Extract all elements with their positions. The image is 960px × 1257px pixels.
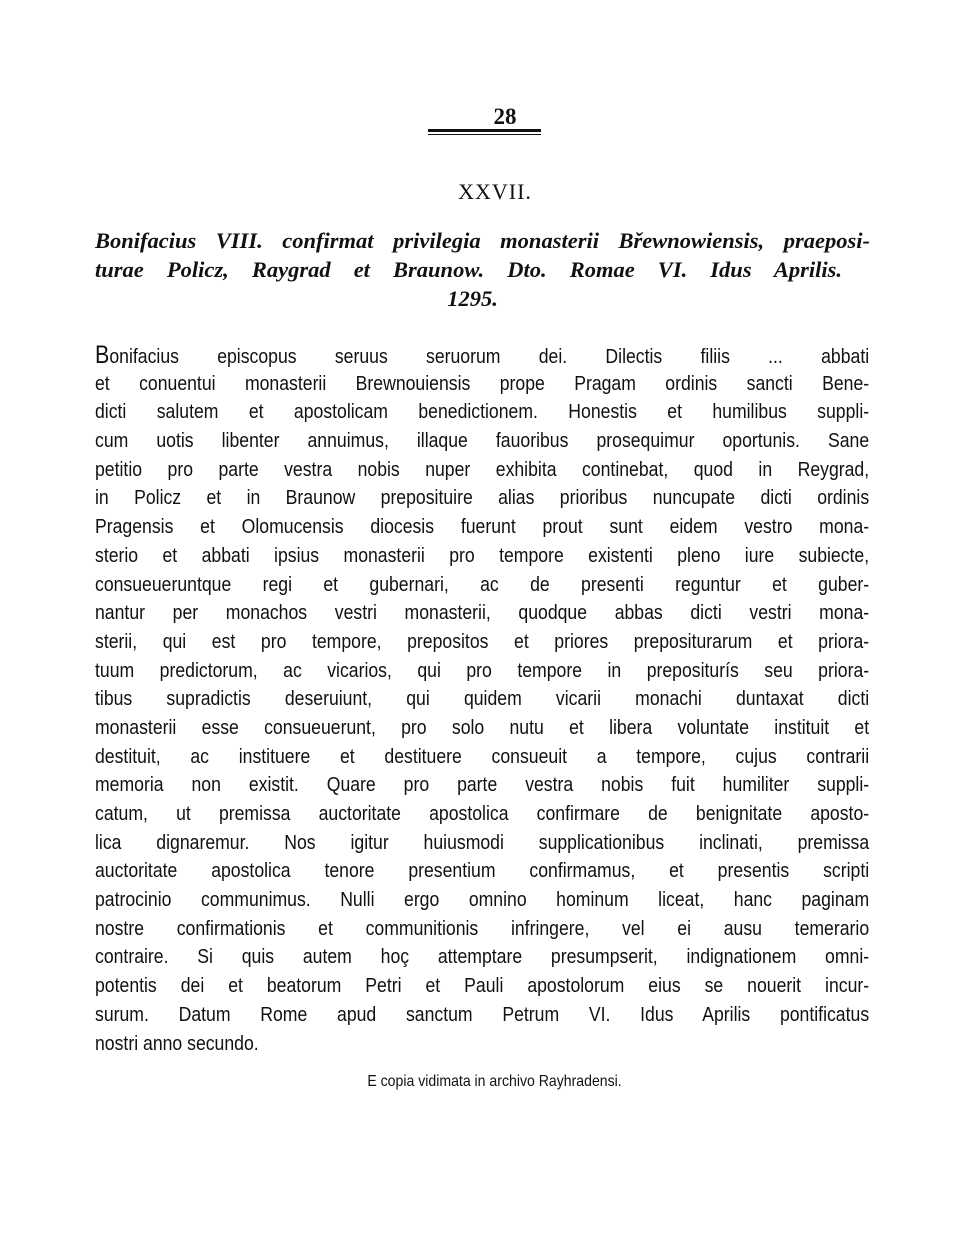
summary-line: Bonifacius VIII. confirmat privilegia monasterii Břewnowiensis, praeposi- — [95, 228, 870, 253]
page-number-rule — [428, 129, 541, 132]
body-line: catum, ut premissa auctoritate apostolica confirmare de benignitate aposto- — [95, 802, 870, 825]
body-line: petitio pro parte vestra nobis nuper exhibita continebat, quod in Reygrad, — [95, 457, 870, 481]
body-line: tibus supradictis deseruiunt, qui quidem vicarii monachi duntaxat dicti — [95, 687, 870, 711]
body-line: nantur per monachos vestri monasterii, quodque abbas dicti vestri mona- — [95, 601, 870, 625]
body-line: contraire. Si quis autem hoç attemptare presumpserit, indignationem omni- — [95, 945, 870, 969]
body-line: auctoritate apostolica tenore presentium confirmamus, et presentis scripti — [95, 859, 870, 883]
body-line: sterio et abbati ipsius monasterii pro tempore existenti pleno iure subiecte, — [95, 543, 870, 567]
body-line: Bonifacius episcopus seruus seruorum dei. Dilectis filiis ... abbati — [95, 341, 870, 369]
summary-line: turae Policz, Raygrad et Braunow. Dto. Romae VI. Idus Aprilis. — [95, 257, 842, 282]
page-number: 28 — [493, 104, 517, 129]
body-line: nostre confirmationis et communitionis infringere, vel ei ausu temerario — [95, 916, 870, 940]
body-line: monasterii esse consueuerunt, pro solo nutu et libera voluntate instituit et — [95, 715, 870, 739]
body-line: et conuentui monasterii Brewnouiensis prope Pragam ordinis sancti Bene- — [95, 371, 870, 395]
document-body — [95, 341, 869, 1058]
body-line: lica dignaremur. Nos igitur huiusmodi supplicationibus inclinati, premissa — [95, 830, 870, 854]
body-line: destituit, ac instituere et destituere consueuit a tempore, cujus contrarii — [95, 744, 870, 768]
body-line: surum. Datum Rome apud sanctum Petrum VI. Idus Aprilis pontificatus — [95, 1002, 870, 1026]
body-line: in Policz et in Braunow preposituire alias prioribus nuncupate dicti ordinis — [95, 486, 870, 510]
body-line: tuum predictorum, ac vicarios, qui pro tempore in prepositurís seu priora- — [95, 658, 870, 682]
page-number-rule-thin — [428, 134, 541, 135]
body-line: dicti salutem et apostolicam benedictionem. Honestis et humilibus suppli- — [95, 400, 870, 424]
body-line: potentis dei et beatorum Petri et Pauli apostolorum eius se nouerit incur- — [95, 974, 870, 998]
body-line: consueueruntque regi et gubernari, ac de presenti reguntur et guber- — [95, 572, 870, 596]
body-line: sterii, qui est pro tempore, prepositos et priores prepositurarum et priora- — [95, 629, 870, 653]
body-line: nostri anno secundo. — [95, 1031, 259, 1055]
body-line: Pragensis et Olomucensis diocesis fuerunt prout sunt eidem vestro mona- — [95, 515, 870, 539]
body-line: patrocinio communimus. Nulli ergo omnino hominum liceat, hanc paginam — [95, 888, 870, 912]
summary-year: 1295. — [447, 286, 498, 311]
source-note: E copia vidimata in archivo Rayhradensi. — [367, 1073, 623, 1090]
document-summary — [95, 226, 870, 313]
body-line: cum uotis libenter annuimus, illaque fauoribus prosequimur oportunis. Sane — [95, 429, 870, 453]
body-line: memoria non existit. Quare pro parte vestra nobis fuit humiliter suppli- — [95, 773, 870, 797]
document-number: XXVII. — [458, 179, 532, 204]
